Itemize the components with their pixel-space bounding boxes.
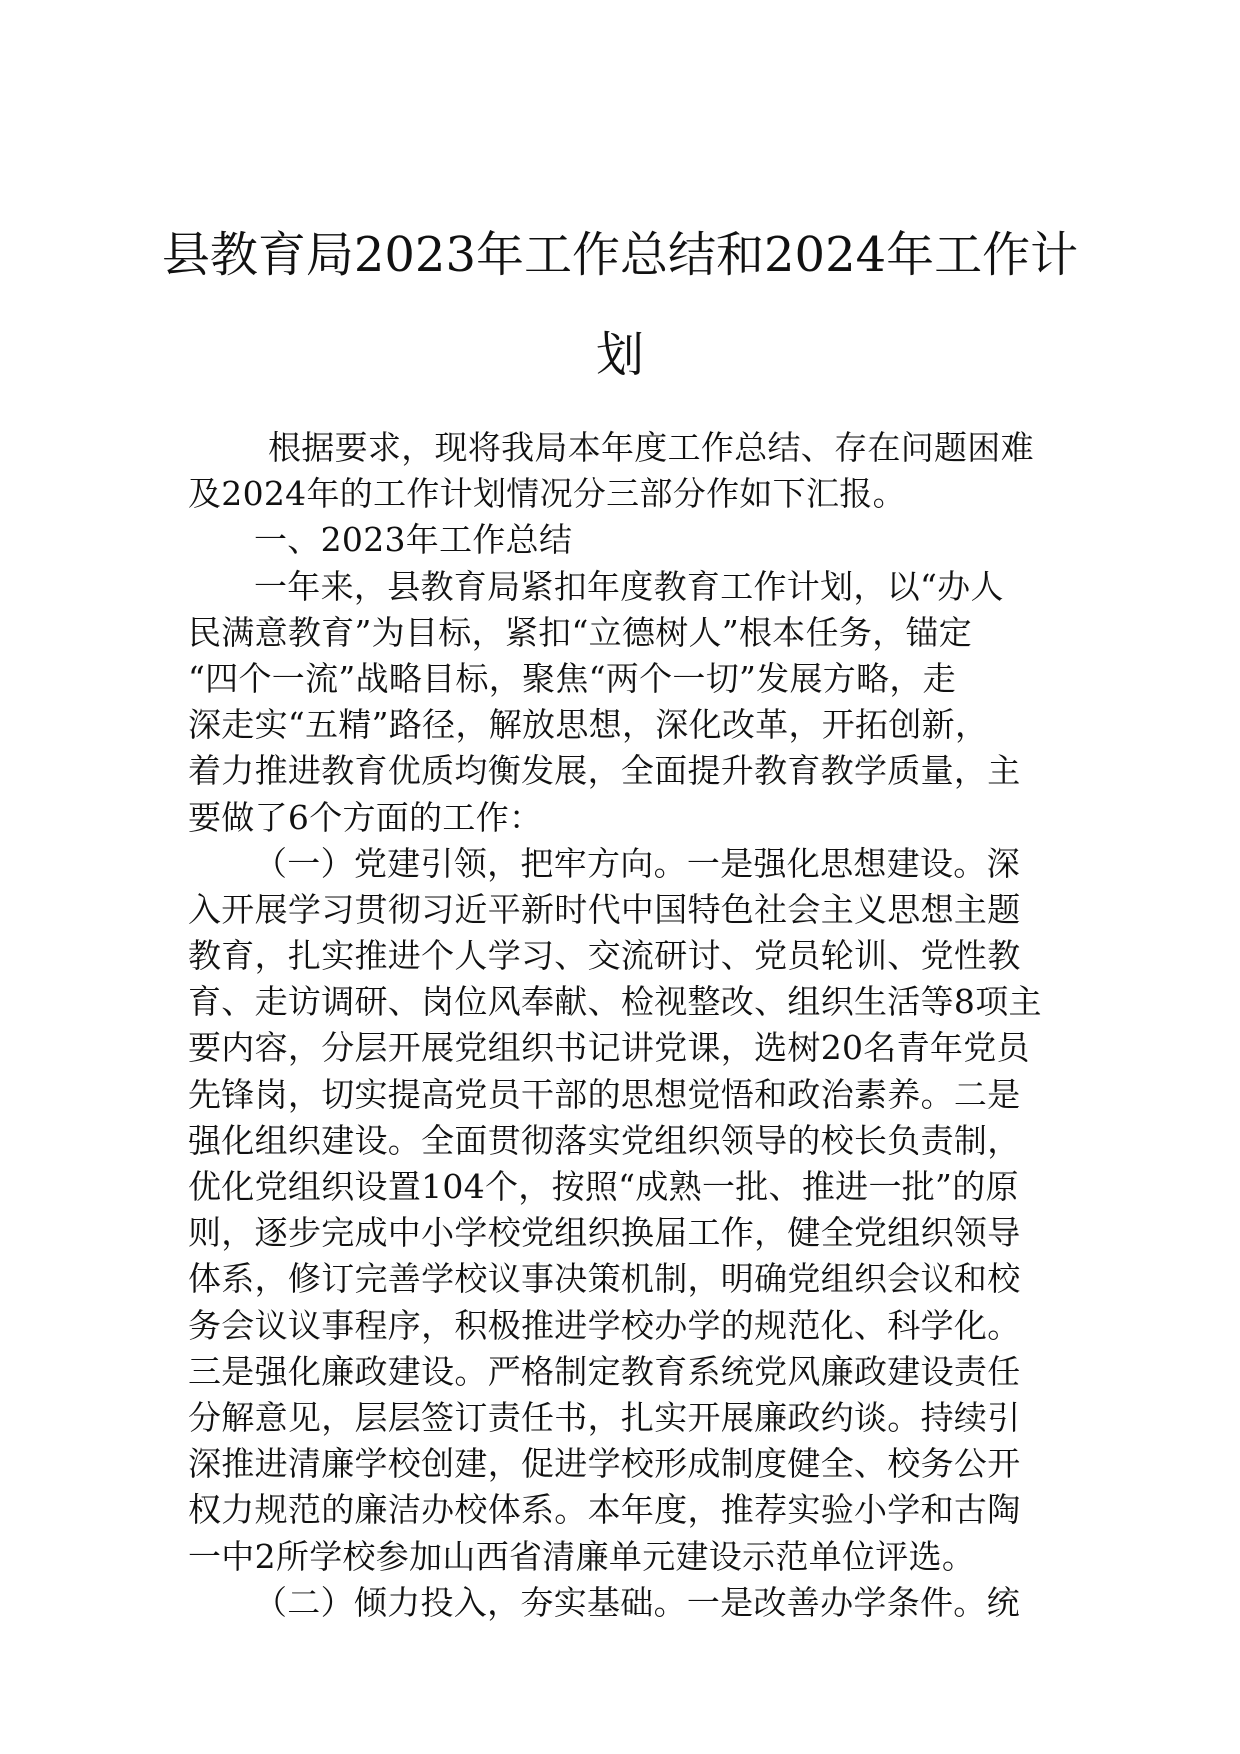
body-line: 入开展学习贯彻习近平新时代中国特色社会主义思想主题 (188, 889, 1021, 929)
body-line: 先锋岗，切实提高党员干部的思想觉悟和政治素养。二是 (188, 1074, 1021, 1114)
body-line: 要内容，分层开展党组织书记讲党课，选树20名青年党员 (188, 1028, 1030, 1068)
body-line: 民满意教育”为目标，紧扣“立德树人”根本任务，锚定 (188, 612, 973, 652)
document-title (140, 205, 1100, 405)
title-line-2: 划 (595, 327, 644, 383)
body-line: （二）倾力投入，夯实基础。一是改善办学条件。统 (254, 1582, 1020, 1622)
body-line: “四个一流”战略目标，聚焦“两个一切”发展方略，走 (188, 658, 956, 698)
body-line: 优化党组织设置104个，按照“成熟一批、推进一批”的原 (188, 1167, 1019, 1206)
body-line: 深走实“五精”路径，解放思想，深化改革，开拓创新， (188, 705, 989, 745)
body-line: 则，逐步完成中小学校党组织换届工作，健全党组织领导 (188, 1213, 1021, 1253)
body-line: 一年来，县教育局紧扣年度教育工作计划，以“办人 (254, 566, 1004, 606)
body-line: 教育，扎实推进个人学习、交流研讨、党员轮训、党性教 (188, 936, 1021, 976)
document-body (188, 425, 1060, 1626)
body-line: 强化组织建设。全面贯彻落实党组织领导的校长负责制， (188, 1120, 1021, 1160)
body-line: 深推进清廉学校创建，促进学校形成制度健全、校务公开 (188, 1444, 1021, 1484)
title-line-1: 县教育局2023年工作总结和2024年工作计 (161, 227, 1079, 283)
body-line: 一、2023年工作总结 (254, 520, 573, 560)
body-line: 三是强化廉政建设。严格制定教育系统党风廉政建设责任 (188, 1351, 1021, 1391)
body-line: 体系，修订完善学校议事决策机制，明确党组织会议和校 (188, 1259, 1021, 1299)
body-line: 及2024年的工作计划情况分三部分作如下汇报。 (188, 474, 906, 514)
body-line: 根据要求，现将我局本年度工作总结、存在问题困难 (268, 428, 1034, 467)
body-line: 育、走访调研、岗位风奉献、检视整改、组织生活等8项主 (188, 982, 1042, 1022)
body-line: 一中2所学校参加山西省清廉单元建设示范单位评选。 (188, 1536, 976, 1576)
body-line: 权力规范的廉洁办校体系。本年度，推荐实验小学和古陶 (188, 1490, 1021, 1530)
body-line: 分解意见，层层签订责任书，扎实开展廉政约谈。持续引 (188, 1397, 1021, 1437)
body-line: 务会议议事程序，积极推进学校办学的规范化、科学化。 (188, 1305, 1021, 1345)
body-line: 要做了6个方面的工作： (188, 797, 543, 837)
body-line: （一）党建引领，把牢方向。一是强化思想建设。深 (254, 843, 1020, 883)
body-line: 着力推进教育优质均衡发展，全面提升教育教学质量，主 (188, 751, 1021, 791)
